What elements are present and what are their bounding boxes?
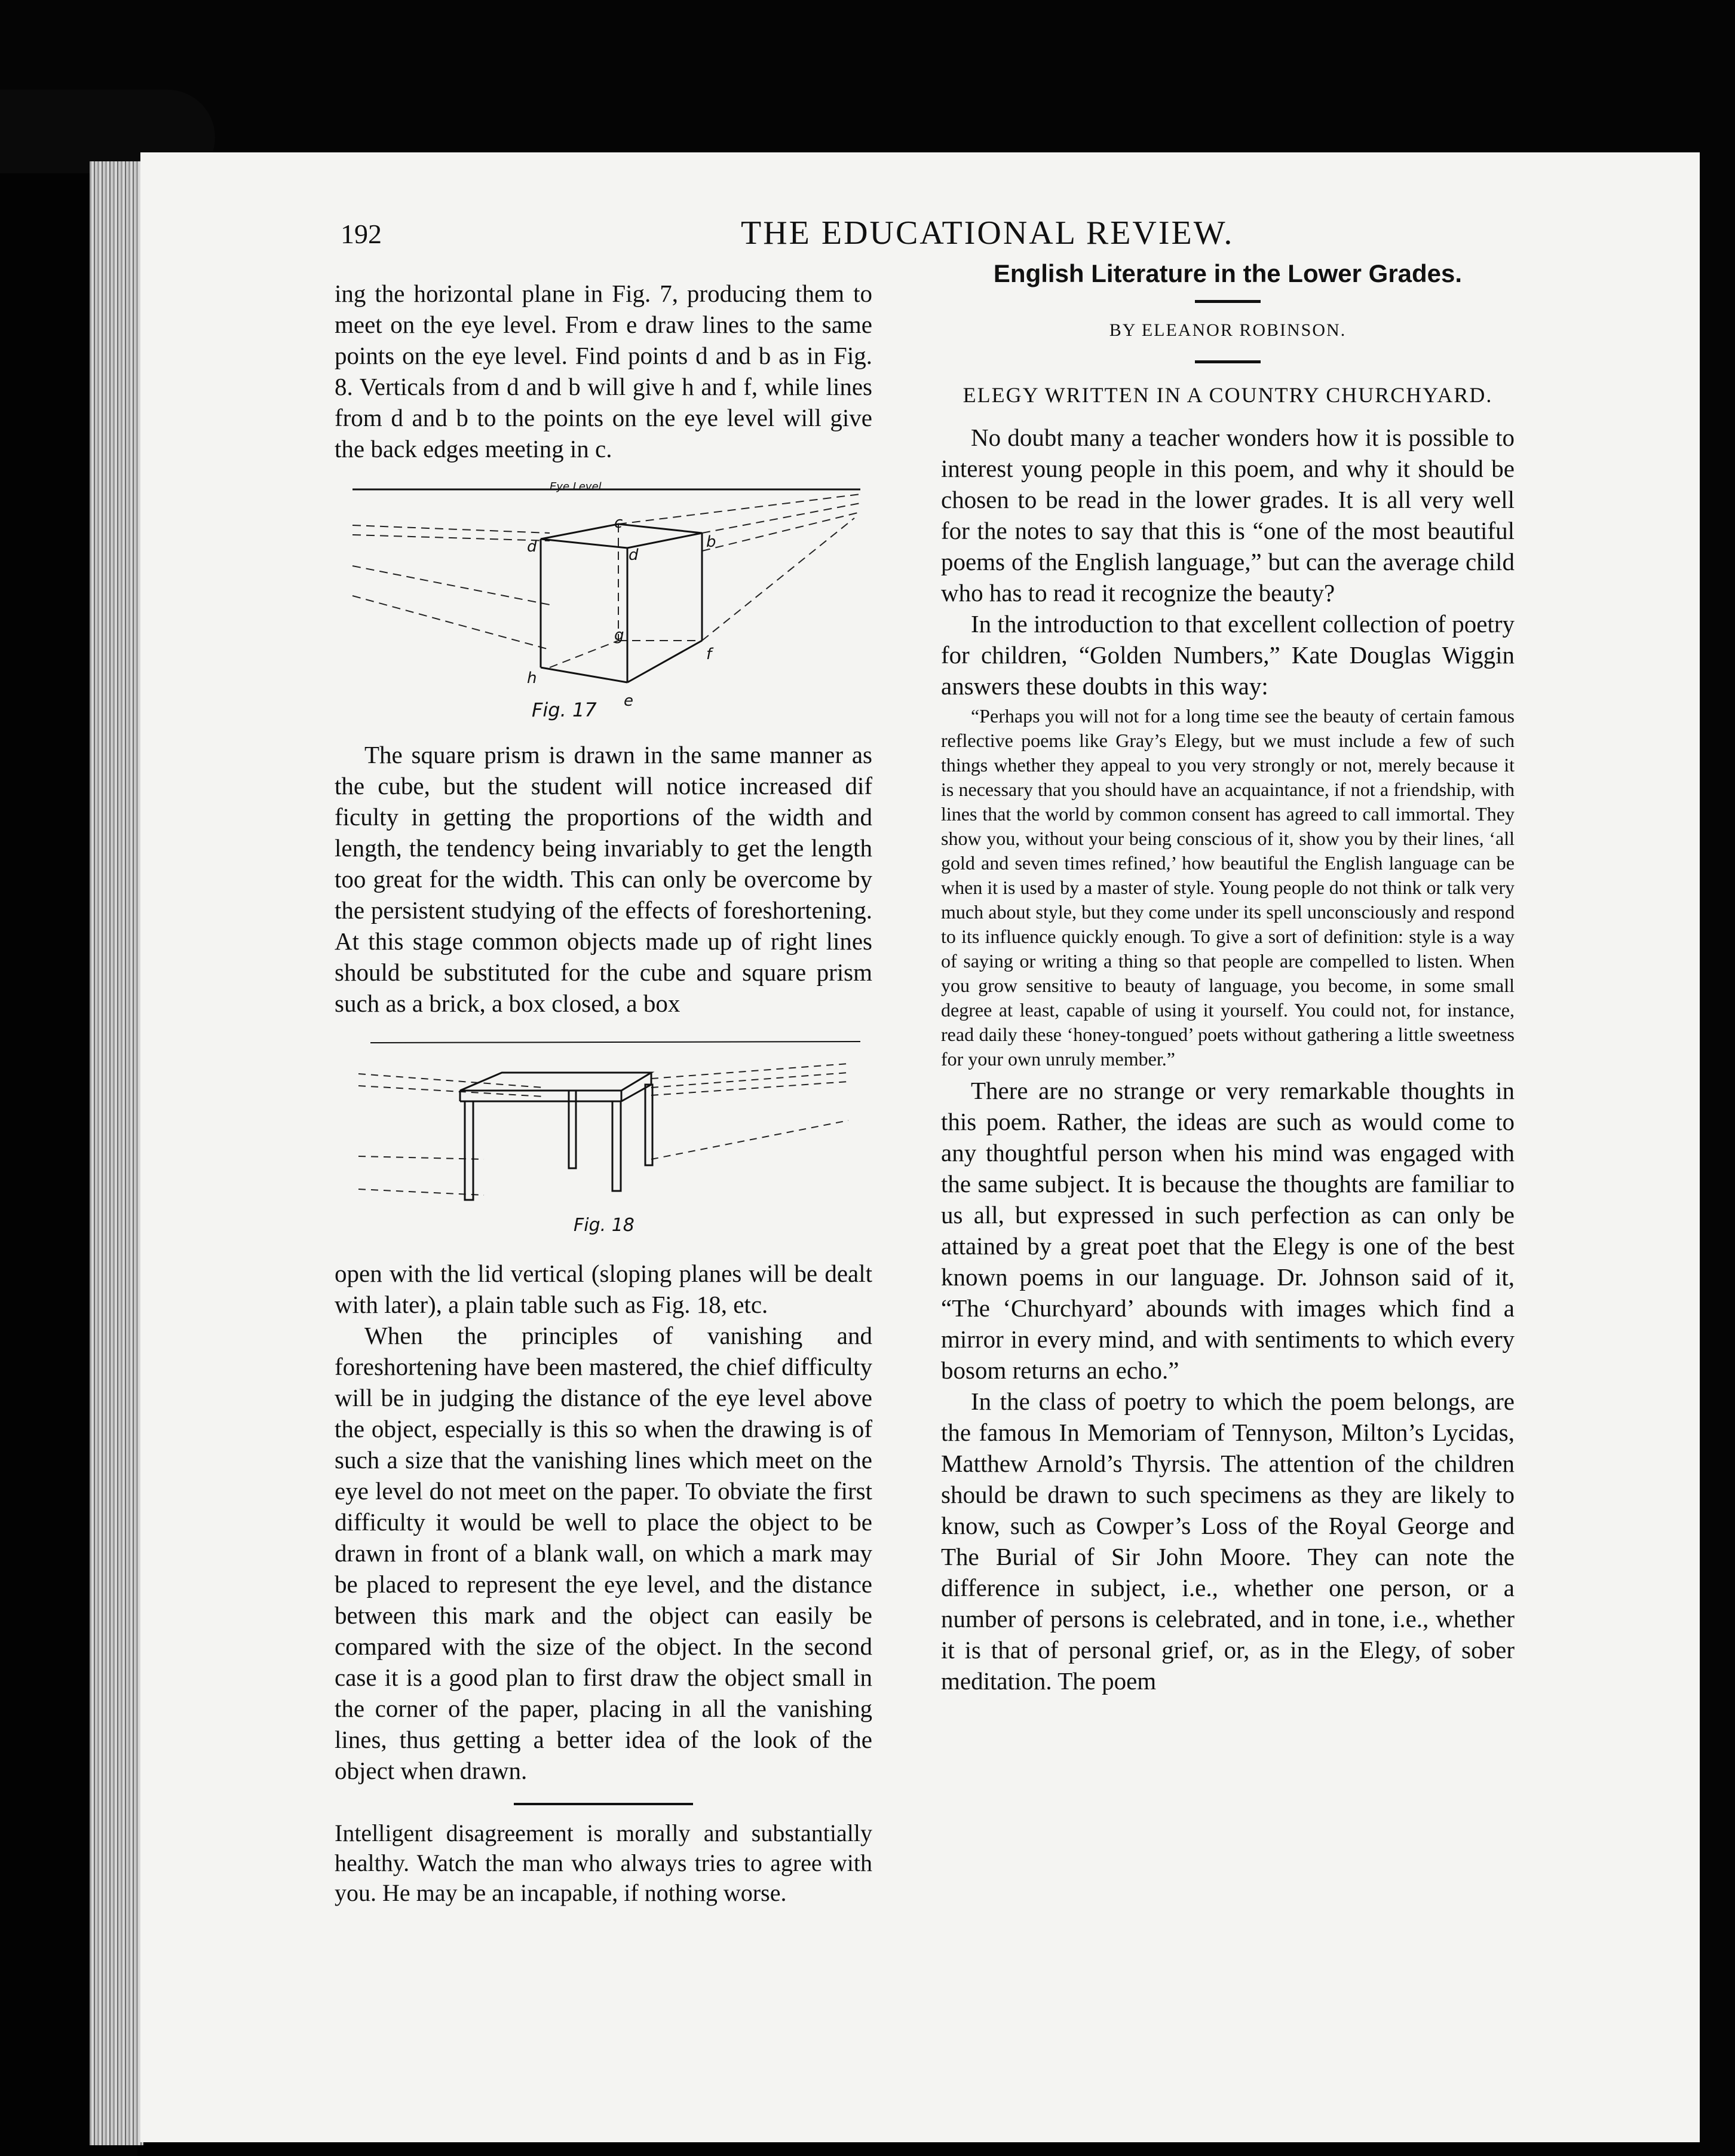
byline: BY ELEANOR ROBINSON.: [1109, 320, 1347, 340]
figure-17-drawing: [335, 476, 872, 727]
paragraph: There are no strange or very remarkable thoughts in this poem. Rather, the ideas are such as would come to any thoughtful person when his mind was engaged with the same subject. It is because the thoughts are familiar to us all, but expressed in such perfection as can only be attained by a great poet that the Elegy is one of the best known poems in our language. Dr. Johnson said of it, “The ‘Churchyard’ abounds with images which find a mirror in every mind, and with sentiments to which every bosom returns an echo.”: [941, 1077, 1515, 1384]
paragraph: In the class of poetry to which the poem belongs, are the famous In Memoriam of Tennyson, Milton’s Lycidas, Matthew Arnold’s Thyrsis. The attention of the children should be drawn to such specimens as they are likely to know, such as Cowper’s Loss of the Royal George and The Burial of Sir John Moore. They can note the difference in subject, i.e., whether one person, or a number of persons is celebrated, and in tone, i.e., whether it is that of personal grief, or, as in the Elegy, of sober meditation. The poem: [941, 1388, 1515, 1695]
page-number: 192: [341, 219, 382, 249]
point-label: d: [527, 538, 537, 556]
article-title: English Literature in the Lower Grades.: [993, 259, 1463, 287]
aside-quote: Intelligent disagreement is morally and substantially healthy. Watch the man who always tries to agree with you. He may be an incapable, if nothing worse.: [335, 1820, 872, 1906]
point-label: b: [706, 533, 716, 551]
point-label: h: [527, 669, 537, 687]
byline-rule: [1195, 360, 1261, 363]
figure-caption: Fig. 17: [532, 699, 597, 721]
block-quote: “Perhaps you will not for a long time see the beauty of certain famous reflective poems like Gray’s Elegy, but we must include a few of such things whether they appeal to you very strongly or not, merely because it is necessary that you should have an acquaintance, if not a friendship, with lines that the world by common consent has agreed to call immortal. They show you, without your being conscious of it, show you by their lines, ‘all gold and seven times refined,’ how beautiful the English language can be when it is used by a master of style. Young people do not think or talk very much about style, but they come under its spell unconsciously and respond to its influence quickly enough. To give a sort of definition: style is a way of saying or writing a thing so that people are compelled to listen. When you grow sensitive to beauty of language, you become, in some small degree at least, capable of using it yourself. You could not, for instance, read daily these ‘honey-tongued’ poets without gathering a little sweetness for your own unruly member.”: [941, 705, 1515, 1070]
book-page-edges: [90, 161, 143, 2145]
paragraph: open with the lid vertical (sloping planes will be dealt with later), a plain table such as Fig. 18, etc.: [335, 1260, 872, 1318]
point-label: g: [614, 626, 624, 644]
paragraph: When the principles of vanishing and foreshortening have been mastered, the chief difficulty will be in judging the distance of the eye level above the object, especially is this so when the drawing is of such a size that the vanishing lines which meet on the eye level do not meet on the paper. To obviate the first difficulty it would be well to place the object to be drawn in front of a blank wall, on which a mark may be placed to represent the eye level, and the distance between this mark and the object can easily be compared with the size of the object. In the second case it is a good plan to first draw the object small in the corner of the paper, placing in all the vanishing lines, thus getting a better idea of the look of the object when drawn.: [335, 1322, 872, 1784]
point-label: f: [706, 645, 712, 663]
paragraph: ing the horizontal plane in Fig. 7, producing them to meet on the eye level. From e draw lines to the same points on the eye level. Find points d and b as in Fig. 8. Verticals from d and b will give h and f, while lines from d and b to the points on the eye level will give the back edges meeting in c.: [335, 280, 872, 463]
point-label: d: [629, 546, 639, 564]
poem-title: ELEGY WRITTEN IN A COUNTRY CHURCHYARD.: [962, 383, 1493, 407]
point-label: e: [624, 692, 633, 710]
title-rule: [1195, 300, 1261, 303]
paragraph: In the introduction to that excellent collection of poetry for children, “Golden Numbers,” Kate Douglas Wiggin answers these doubts in this way:: [941, 610, 1515, 700]
scan-border-top: [0, 0, 1735, 173]
eye-level-label: Eye Level: [550, 480, 602, 493]
point-label: c: [614, 514, 623, 532]
paragraph: The square prism is drawn in the same manner as the cube, but the student will notice increased dif ficulty in getting the proportions of the width and length, the tendency being invariably to get the length too great for the width. This can only be overcome by the persistent studying of the effects of foreshortening. At this stage common objects made up of right lines should be substituted for the cube and square prism such as a brick, a box closed, a box: [335, 741, 872, 1017]
scan-border-right: [1700, 0, 1735, 2156]
figure-18: [335, 1031, 872, 1246]
paragraph: No doubt many a teacher wonders how it is possible to interest young people in this poem, and why it should be chosen to be read in the lower grades. It is all very well for the notes to say that this is “one of the most beautiful poems of the English language,” but can the average child who has to read it recognize the beauty?: [941, 424, 1515, 607]
figure-caption: Fig. 18: [574, 1215, 634, 1236]
running-head: THE EDUCATIONAL REVIEW.: [741, 215, 1234, 252]
right-column: [941, 257, 1515, 1696]
separator-rule: [514, 1803, 693, 1805]
left-column: [335, 278, 872, 1908]
figure-17: [335, 476, 872, 727]
